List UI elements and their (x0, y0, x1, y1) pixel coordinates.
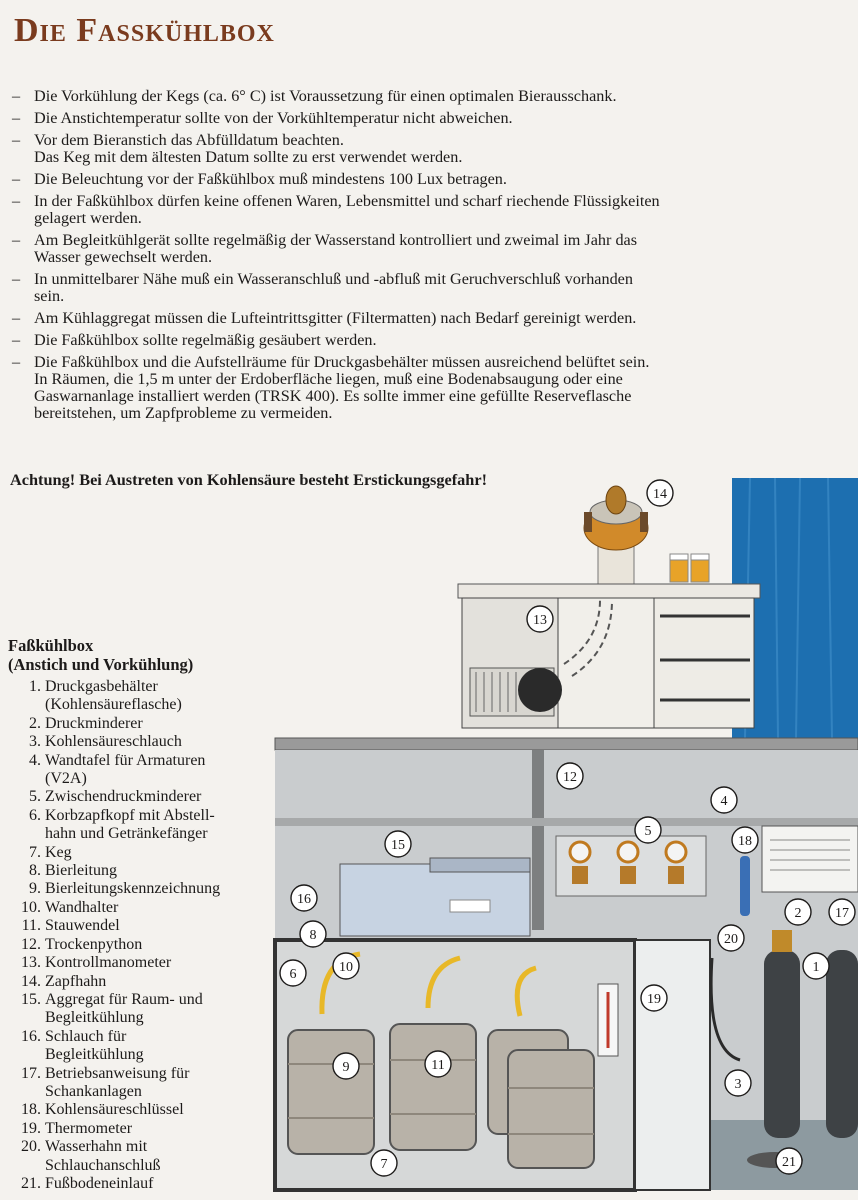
callout-marker (371, 1150, 397, 1176)
wall-pipe (275, 818, 858, 826)
legend-label: Thermometer (45, 1119, 133, 1137)
callout-marker (557, 763, 583, 789)
cooling-aggregate (340, 858, 530, 936)
legend-label: Kohlensäureschlüssel (45, 1101, 184, 1119)
callout-label: 2 (794, 906, 802, 921)
legend-number: 5. (29, 788, 41, 806)
legend-item (8, 733, 278, 751)
callout-label: 15 (391, 838, 405, 853)
callout-label: 9 (342, 1060, 350, 1075)
list-item: – Vor dem Bieranstich das Abfülldatum beachten. Das Keg mit dem ältesten Datum sollte zu erst verwendet werden. (12, 131, 463, 166)
legend-number: 4. (29, 751, 41, 769)
tap-tower (584, 486, 648, 584)
legend-number: 3. (29, 733, 41, 751)
legend-label: Bierleitung (45, 862, 117, 880)
legend-label: Trockenpython (45, 935, 143, 953)
legend-number: 15. (21, 990, 41, 1008)
control-gauge (518, 668, 562, 712)
callout-label: 10 (339, 960, 353, 975)
list-item: – Die Beleuchtung vor der Faßkühlbox muß mindestens 100 Lux betragen. (12, 170, 507, 188)
legend-number: 20. (21, 1138, 41, 1156)
legend-item (8, 880, 278, 898)
legend-number: 14. (21, 972, 41, 990)
callout-label: 6 (289, 967, 297, 982)
legend-number: 6. (29, 806, 41, 824)
legend-item (8, 917, 278, 935)
legend-item (8, 936, 278, 954)
list-item: – Die Vorkühlung der Kegs (ca. 6° C) ist Voraussetzung für einen optimalen Bierausschank. (12, 87, 617, 105)
legend-item (8, 862, 278, 880)
legend-label: Kontrollmanometer (45, 954, 172, 972)
legend-label: Druckminderer (45, 714, 143, 732)
legend-number: 17. (21, 1064, 41, 1082)
legend-item (8, 899, 278, 917)
counter (458, 584, 760, 728)
legend-item (8, 1101, 278, 1119)
legend-item (8, 1138, 278, 1175)
beer-glasses (670, 554, 709, 582)
legend-number: 18. (21, 1101, 41, 1119)
legend-heading: Faßkühlbox (Anstich und Vorkühlung) (8, 636, 194, 674)
legend-label: Zwischendruckminderer (45, 788, 202, 806)
legend-item (8, 678, 278, 715)
callout-marker (711, 787, 737, 813)
callout-label: 19 (647, 992, 661, 1007)
list-item: – Die Faßkühlbox sollte regelmäßig gesäubert werden. (12, 331, 377, 349)
legend-number: 16. (21, 1027, 41, 1045)
dry-python (532, 750, 544, 930)
callout-marker (425, 1051, 451, 1077)
list-item: – In unmittelbarer Nähe muß ein Wasseranschluß und -abfluß mit Geruchverschluß vorhanden sein. (12, 270, 633, 305)
callout-marker (647, 480, 673, 506)
co2-key (740, 856, 750, 916)
callout-marker (300, 921, 326, 947)
legend-number: 9. (29, 880, 41, 898)
legend-item (8, 1120, 278, 1138)
callout-marker (333, 953, 359, 979)
legend-label: Zapfhahn (45, 972, 107, 990)
callout-marker (785, 899, 811, 925)
kegs (288, 1024, 594, 1168)
legend-number: 10. (21, 898, 41, 916)
legend-number: 8. (29, 862, 41, 880)
legend-number: 11. (21, 917, 41, 935)
callout-label: 14 (653, 487, 667, 502)
legend-number: 13. (21, 954, 41, 972)
callout-label: 4 (720, 794, 728, 809)
operating-instructions-board (762, 826, 858, 892)
legend-label: Aggregat für Raum- und Begleitkühlung (45, 990, 203, 1027)
callout-marker (803, 953, 829, 979)
legend-number: 1. (29, 678, 41, 695)
callout-marker (776, 1148, 802, 1174)
callout-label: 3 (734, 1077, 742, 1092)
callout-label: 13 (533, 613, 547, 628)
legend-label: Wandhalter (45, 898, 119, 916)
callout-label: 16 (297, 892, 311, 907)
legend-label: Schlauch für Begleitkühlung (45, 1027, 144, 1064)
legend-list (8, 678, 278, 1193)
ceiling-slab (275, 738, 858, 750)
legend (8, 636, 278, 1193)
callout-label: 20 (724, 932, 738, 947)
callout-marker (333, 1053, 359, 1079)
legend-item (8, 973, 278, 991)
legend-item (8, 788, 278, 806)
legend-item (8, 1028, 278, 1065)
legend-label: Betriebsanweisung für Schankanlagen (45, 1064, 190, 1100)
callout-marker (635, 817, 661, 843)
callout-label: 17 (835, 906, 849, 921)
list-item: – In der Faßkühlbox dürfen keine offenen Waren, Lebensmittel und scharf riechende Flüssigkeiten gelagert werden. (12, 192, 660, 227)
callout-marker (385, 831, 411, 857)
callout-label: 8 (309, 928, 317, 943)
callout-label: 18 (738, 834, 752, 849)
page-title: Die Fasskühlbox (14, 12, 275, 49)
legend-label: Keg (45, 843, 72, 861)
legend-label: Korbzapfkopf mit Abstell- hahn und Getränkefänger (45, 806, 215, 843)
warning-text: Achtung! Bei Austreten von Kohlensäure besteht Erstickungsgefahr! (10, 470, 487, 489)
callout-marker (291, 885, 317, 911)
callout-marker (280, 960, 306, 986)
list-item: – Die Anstichtemperatur sollte von der Vorkühltemperatur nicht abweichen. (12, 109, 513, 127)
callout-label: 1 (812, 960, 820, 975)
legend-item (8, 954, 278, 972)
legend-item (8, 991, 278, 1028)
legend-label: Bierleitungskennzeichnung (45, 880, 221, 898)
callout-marker (718, 925, 744, 951)
legend-item (8, 1065, 278, 1102)
legend-label: Fußbodeneinlauf (45, 1174, 154, 1192)
legend-label: Wandtafel für Armaturen (V2A) (45, 751, 206, 788)
armature-panel (556, 836, 706, 896)
legend-number: 19. (21, 1119, 41, 1137)
callout-marker (829, 899, 855, 925)
callout-marker (641, 985, 667, 1011)
legend-label: Stauwendel (45, 917, 120, 935)
legend-item (8, 807, 278, 844)
list-item: – Am Begleitkühlgerät sollte regelmäßig der Wasserstand kontrolliert und zweimal im Jahr das Wasser gewechselt werden. (12, 231, 638, 266)
legend-label: Kohlensäureschlauch (45, 733, 182, 751)
callout-marker (732, 827, 758, 853)
list-item: – Am Kühlaggregat müssen die Lufteintrittsgitter (Filtermatten) nach Bedarf gereinigt werden. (12, 309, 637, 327)
legend-number: 7. (29, 843, 41, 861)
legend-label: Druckgasbehälter (Kohlensäureflasche) (45, 678, 182, 714)
legend-item (8, 844, 278, 862)
callout-label: 7 (380, 1157, 388, 1172)
list-item: – Die Faßkühlbox und die Aufstellräume für Druckgasbehälter müssen ausreichend belüftet sein. In Räumen, die 1,5 m unter der Erdoberfläche liegen, muß eine Bodenabsaugung oder eine Gaswarnanlage installiert werden (TRSK 400). Es sollte immer eine gefüllte Reserveflasche bereitstehen, um Zapfprobleme zu vermeiden. (12, 353, 650, 422)
legend-item (8, 1175, 278, 1193)
callout-label: 21 (782, 1155, 796, 1170)
legend-number: 2. (29, 714, 41, 732)
callout-marker (725, 1070, 751, 1096)
callout-label: 12 (563, 770, 577, 785)
callout-marker (527, 606, 553, 632)
legend-number: 21. (21, 1174, 41, 1192)
callout-label: 11 (431, 1058, 445, 1073)
legend-label: Wasserhahn mit Schlauchanschluß (45, 1138, 161, 1174)
legend-item (8, 752, 278, 789)
callout-label: 5 (644, 824, 652, 839)
legend-number: 12. (21, 935, 41, 953)
legend-item (8, 715, 278, 733)
